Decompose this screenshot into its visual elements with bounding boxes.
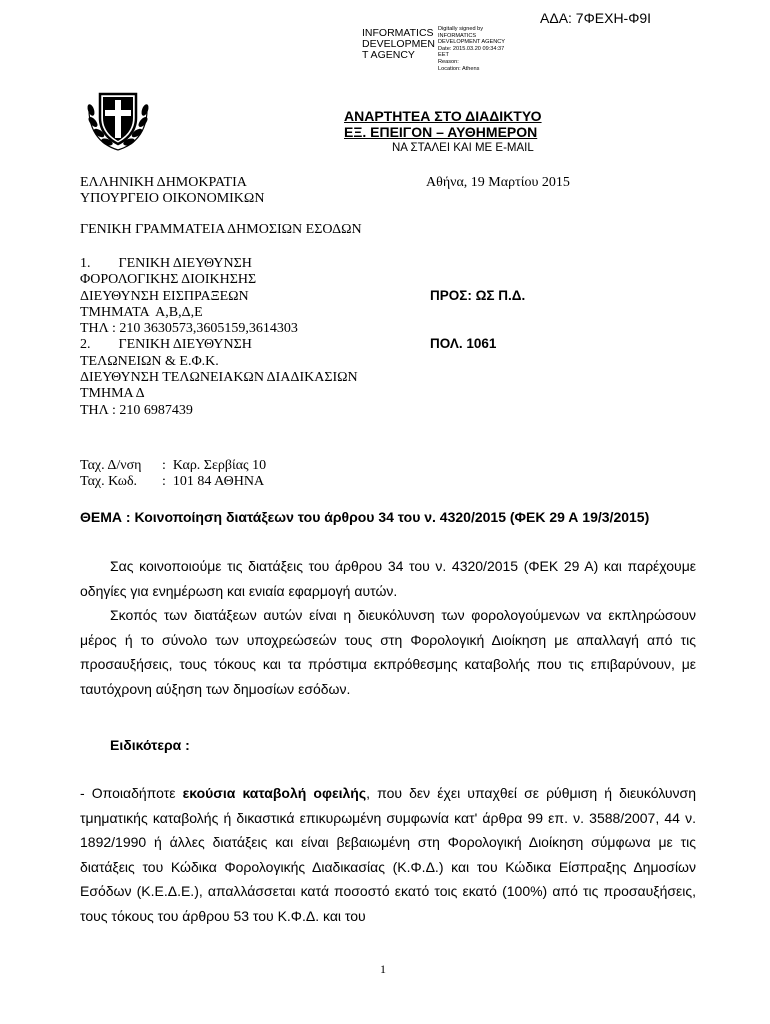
- body-paragraph-1: Σας κοινοποιούμε τις διατάξεις του άρθρου 34 του ν. 4320/2015 (ΦΕΚ 29 Α) και παρέχουμε οδηγίες για ενημέρωση και ενιαία εφαρμογή αυτών.: [80, 558, 696, 599]
- page-number: 1: [380, 962, 386, 976]
- address-value: : Καρ. Σερβίας 10: [162, 458, 267, 473]
- digital-signature-details: [438, 26, 505, 72]
- ada-code: ΑΔΑ: 7ΦΕΧΗ-Φ9Ι: [540, 10, 652, 26]
- address-label: Ταχ. Κωδ.: [80, 474, 138, 490]
- postal-address: [80, 458, 266, 491]
- greek-coat-of-arms-icon: [80, 80, 156, 156]
- directorate-line: ΦΟΡΟΛΟΓΙΚΗΣ ΔΙΟΙΚΗΣΗΣ: [80, 272, 257, 288]
- signature-name-line: DEVELOPMEN: [362, 38, 435, 50]
- body-paragraph-3: [80, 781, 696, 928]
- directorates-block: [80, 256, 358, 419]
- sender-organization: [80, 175, 264, 208]
- org-line: ΕΛΛΗΝΙΚΗ ΔΗΜΟΚΡΑΤΙΑ: [80, 175, 247, 190]
- urgent-heading: ΕΞ. ΕΠΕΙΓΟΝ – ΑΥΘΗΜΕΡΟΝ: [344, 124, 538, 140]
- directorate-line: ΤΗΛ : 210 6987439: [80, 402, 193, 418]
- directorate-line: 1. ΓΕΝΙΚΗ ΔΙΕΥΘΥΝΣΗ: [80, 256, 252, 271]
- address-label: Ταχ. Δ/νση: [80, 458, 142, 473]
- secretariat: ΓΕΝΙΚΗ ΓΡΑΜΜΑΤΕΙΑ ΔΗΜΟΣΙΩΝ ΕΣΟΔΩΝ: [80, 222, 362, 237]
- circular-number: ΠΟΛ. 1061: [430, 336, 497, 351]
- email-note: ΝΑ ΣΤΑΛΕΙ ΚΑΙ ΜΕ E-MAIL: [392, 142, 534, 154]
- digital-signature-name: [362, 28, 436, 61]
- document-date: Αθήνα, 19 Μαρτίου 2015: [426, 175, 570, 190]
- specifically-heading: Ειδικότερα :: [110, 737, 190, 753]
- directorate-line: ΔΙΕΥΘΥΝΣΗ ΕΙΣΠΡΑΞΕΩΝ: [80, 288, 249, 304]
- body-paragraph-2: Σκοπός των διατάξεων αυτών είναι η διευκόλυνση των φορολογούμενων να εκπληρώσουν μέρος ή το σύνολο των υποχρεώσεών τους στη Φορολογική Διοίκηση με απαλλαγή από τις προσαυξήσεις, τους τόκους και τα πρόστιμα εκπρόθεσμης καταβολής που τις επιβαρύνουν, με ταυτόχρονη αύξηση των δημοσίων εσόδων.: [80, 607, 696, 697]
- address-row: [80, 458, 266, 474]
- directorate-line: ΤΜΗΜΑ Δ: [80, 386, 145, 402]
- signature-detail: Digitally signed by: [438, 26, 484, 32]
- signature-detail: DEVELOPMENT AGENCY: [438, 39, 506, 46]
- directorate-line: ΔΙΕΥΘΥΝΣΗ ΤΕΛΩΝΕΙΑΚΩΝ ΔΙΑΔΙΚΑΣΙΩΝ: [80, 370, 358, 386]
- signature-detail: Location: Athens: [438, 65, 480, 72]
- signature-name-line: T AGENCY: [362, 49, 415, 61]
- posting-instructions: [344, 108, 542, 155]
- voluntary-payment-emphasis: εκούσια καταβολή οφειλής: [182, 785, 367, 801]
- paragraph-3-rest: , που δεν έχει υπαχθεί σε ρύθμιση ή διευκόλυνση τμηματικής καταβολής ή δικαστικά επικυρωμένη συμφωνία κατ' άρθρα 99 επ. ν. 3588/2007, 44 ν. 1892/1990 ή άλλες διατάξεις και είναι βεβαιωμένη στη Φορολογική Διοίκηση σύμφωνα με τις διατάξεις του Κώδικα Φορολογικής Διαδικασίας (Κ.Φ.Δ.) και του Κώδικα Είσπραξης Δημοσίων Εσόδων (Κ.Ε.Δ.Ε.), απαλλάσσεται κατά ποσοστό εκατό τοις εκατό (100%) από τις προσαυξήσεις, τους τόκους του άρθρου 53 του Κ.Φ.Δ. και του: [80, 785, 696, 924]
- signature-detail: EET: [438, 52, 449, 59]
- signature-detail: Reason:: [438, 58, 459, 65]
- org-line: ΥΠΟΥΡΓΕΙΟ ΟΙΚΟΝΟΜΙΚΩΝ: [80, 191, 265, 207]
- subject-line: ΘΕΜΑ : Κοινοποίηση διατάξεων του άρθρου 34 του ν. 4320/2015 (ΦΕΚ 29 Α 19/3/2015): [80, 509, 650, 525]
- paragraph-3-start: - Οποιαδήποτε: [80, 785, 183, 801]
- recipient: ΠΡΟΣ: ΩΣ Π.Δ.: [430, 288, 526, 303]
- signature-name-line: INFORMATICS: [362, 27, 434, 39]
- directorate-line: ΤΜΗΜΑΤΑ Α,Β,Δ,Ε: [80, 304, 203, 320]
- post-online-heading: ΑΝΑΡΤΗΤΕΑ ΣΤΟ ΔΙΑΔΙΚΤΥΟ: [344, 108, 542, 124]
- directorate-line: ΤΕΛΩΝΕΙΩΝ & Ε.Φ.Κ.: [80, 353, 219, 369]
- directorate-line: ΤΗΛ : 210 3630573,3605159,3614303: [80, 321, 298, 337]
- address-row: [80, 474, 266, 490]
- signature-detail: INFORMATICS: [438, 32, 477, 39]
- directorate-line: 2. ΓΕΝΙΚΗ ΔΙΕΥΘΥΝΣΗ: [80, 337, 252, 353]
- signature-detail: Date: 2015.03.20 09:34:37: [438, 45, 505, 52]
- address-value: : 101 84 ΑΘΗΝΑ: [162, 474, 265, 490]
